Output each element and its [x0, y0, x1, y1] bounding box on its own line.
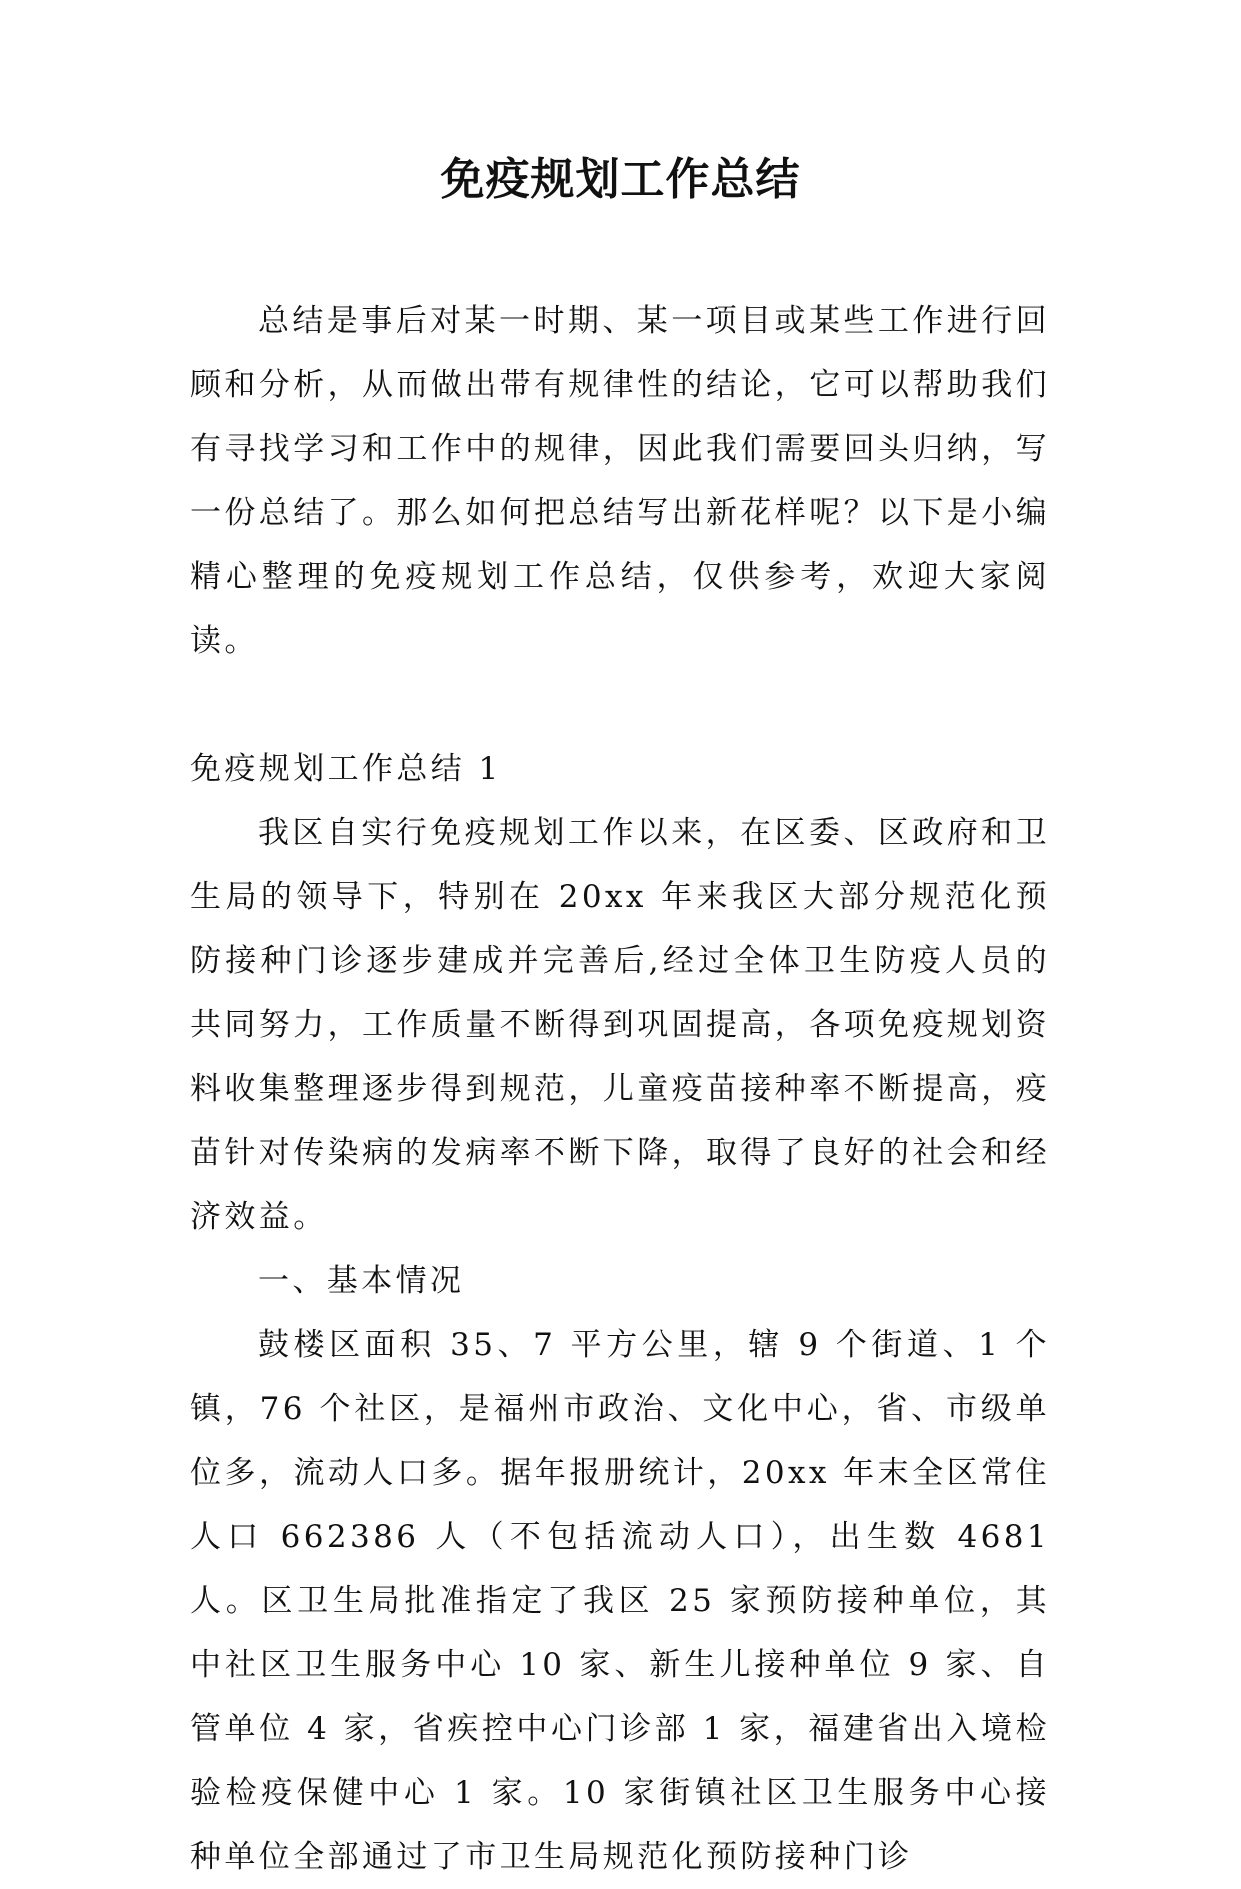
section-heading: 免疫规划工作总结 1 [190, 751, 502, 787]
paragraph-spacer [190, 673, 1050, 737]
intro-paragraph: 总结是事后对某一时期、某一项目或某些工作进行回顾和分析，从而做出带有规律性的结论，它可以帮助我们有寻找学习和工作中的规律，因此我们需要回头归纳，写一份总结了。那么如何把总结写出新花样呢？以下是小编精心整理的免疫规划工作总结，仅供参考，欢迎大家阅读。 [190, 303, 1050, 659]
document-title: 免疫规划工作总结 [440, 154, 801, 205]
section-paragraph-1: 我区自实行免疫规划工作以来，在区委、区政府和卫生局的领导下，特别在 20xx 年来我区大部分规范化预防接种门诊逐步建成并完善后,经过全体卫生防疫人员的共同努力，工作质量不断得到巩固提高，各项免疫规划资料收集整理逐步得到规范，儿童疫苗接种率不断提高，疫苗针对传染病的发病率不断下降，取得了良好的社会和经济效益。 [190, 815, 1050, 1235]
document-body [190, 289, 1050, 1889]
section-paragraph-2: 鼓楼区面积 35、7 平方公里，辖 9 个街道、1 个镇，76 个社区，是福州市政治、文化中心，省、市级单位多，流动人口多。据年报册统计，20xx 年末全区常住人口 662386 人（不包括流动人口），出生数 4681 人。区卫生局批准指定了我区 25 家预防接种单位，其中社区卫生服务中心 10 家、新生儿接种单位 9 家、自管单位 4 家，省疾控中心门诊部 1 家，福建省出入境检验检疫保健中心 1 家。10 家街镇社区卫生服务中心接种单位全部通过了市卫生局规范化预防接种门诊 [190, 1327, 1050, 1875]
subheading-basic-situation: 一、基本情况 [258, 1263, 465, 1299]
